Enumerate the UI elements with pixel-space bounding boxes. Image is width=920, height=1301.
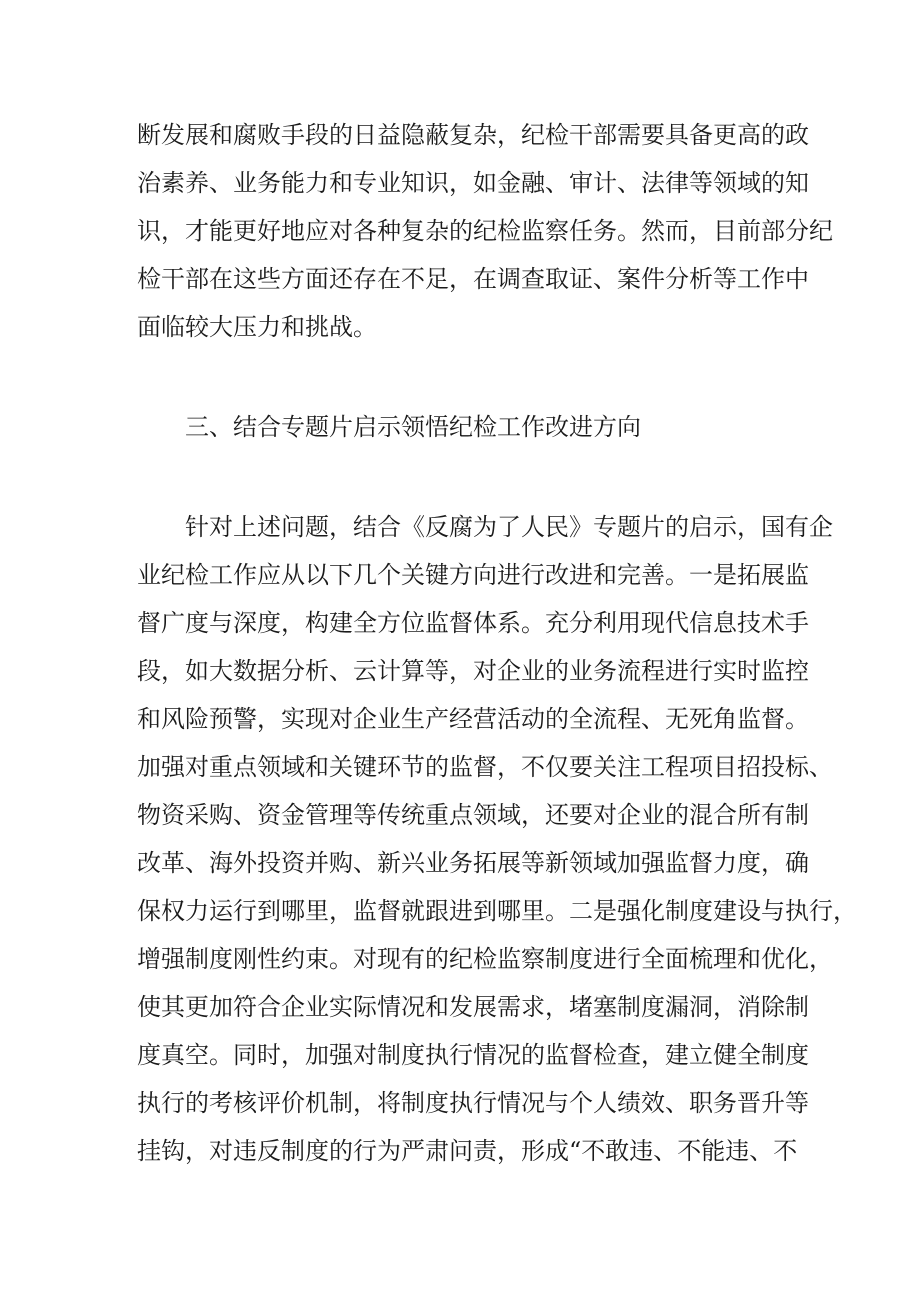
- paragraph-2-line: 段，如大数据分析、云计算等，对企业的业务流程进行实时监控: [137, 657, 809, 685]
- paragraph-1-line: 识，才能更好地应对各种复杂的纪检监察任务。然而，目前部分纪: [137, 217, 833, 245]
- paragraph-2-line: 增强制度刚性约束。对现有的纪检监察制度进行全面梳理和优化，: [137, 945, 833, 973]
- paragraph-1-line: 断发展和腐败手段的日益隐蔽复杂，纪检干部需要具备更高的政: [137, 121, 809, 149]
- paragraph-2-line: 度真空。同时，加强对制度执行情况的监督检查，建立健全制度: [137, 1041, 809, 1069]
- section-heading: 三、结合专题片启示领悟纪检工作改进方向: [185, 413, 641, 441]
- paragraph-1-line: 检干部在这些方面还存在不足，在调查取证、案件分析等工作中: [137, 265, 809, 293]
- paragraph-2-line: 业纪检工作应从以下几个关键方向进行改进和完善。一是拓展监: [137, 561, 809, 589]
- paragraph-2-line: 和风险预警，实现对企业生产经营活动的全流程、无死角监督。: [137, 705, 809, 733]
- paragraph-2-line: 加强对重点领域和关键环节的监督，不仅要关注工程项目招投标、: [137, 753, 833, 781]
- paragraph-2-line: 执行的考核评价机制，将制度执行情况与个人绩效、职务晋升等: [137, 1089, 809, 1117]
- paragraph-2-line: 使其更加符合企业实际情况和发展需求，堵塞制度漏洞，消除制: [137, 993, 809, 1021]
- paragraph-2-line: 挂钩，对违反制度的行为严肃问责，形成“不敢违、不能违、不: [137, 1137, 798, 1165]
- paragraph-2-line: 改革、海外投资并购、新兴业务拓展等新领域加强监督力度，确: [137, 849, 809, 877]
- paragraph-2-line: 物资采购、资金管理等传统重点领域，还要对企业的混合所有制: [137, 801, 809, 829]
- paragraph-1-line: 面临较大压力和挑战。: [137, 313, 377, 341]
- paragraph-2-line: 针对上述问题，结合《反腐为了人民》专题片的启示，国有企: [185, 513, 833, 541]
- paragraph-2-line: 督广度与深度，构建全方位监督体系。充分利用现代信息技术手: [137, 609, 809, 637]
- paragraph-2-line: 保权力运行到哪里，监督就跟进到哪里。二是强化制度建设与执行，: [137, 897, 857, 925]
- paragraph-1-line: 治素养、业务能力和专业知识，如金融、审计、法律等领域的知: [137, 169, 809, 197]
